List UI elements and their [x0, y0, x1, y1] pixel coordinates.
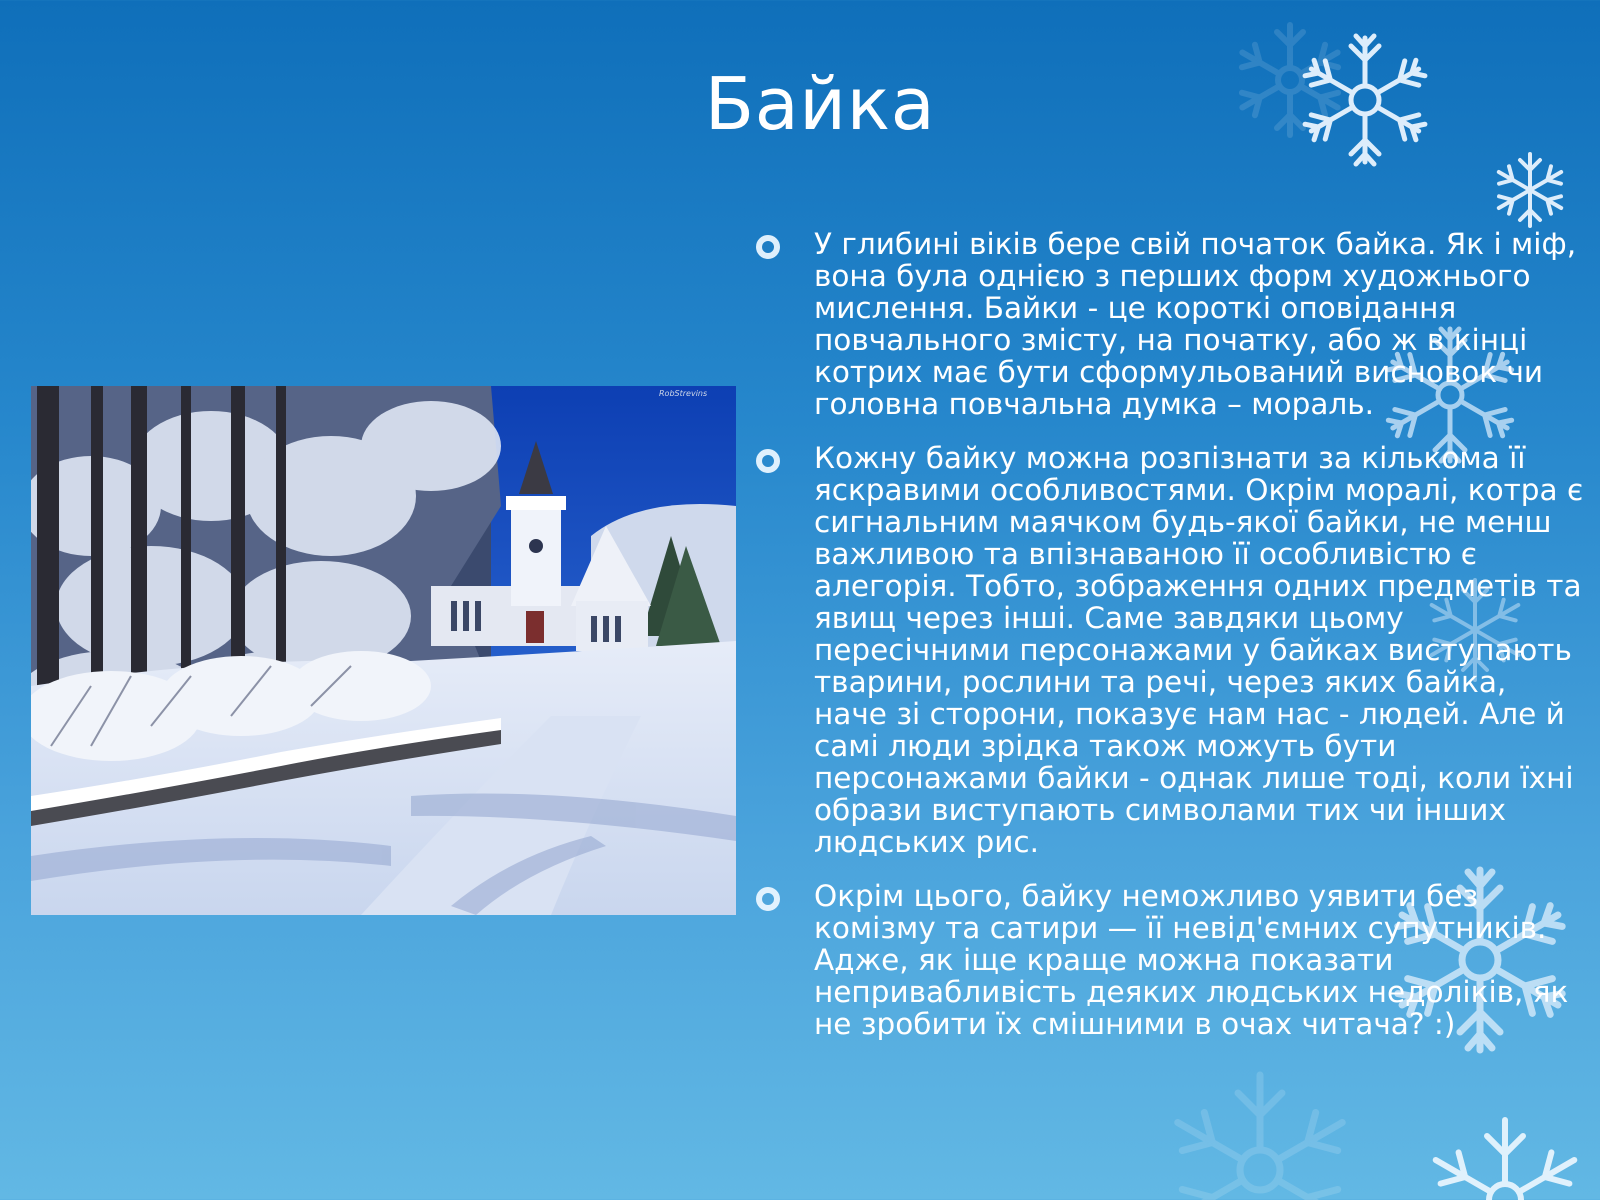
winter-church-image — [31, 386, 736, 915]
bullet-item — [756, 228, 1586, 420]
snowflake-icon — [1490, 150, 1570, 230]
bullet-item — [756, 442, 1586, 858]
bullet-text: Кожну байку можна розпізнати за кількома її яскравими особливостями. Окрім моралі, котра є сигнальним маячком будь-якої байки, не менш важливою та впізнаваною її особливістю є алегорія. Тобто, зображення одних предметів та явищ через інші. Саме завдяки цьому пересічними персонажами у байках виступають тварини, рослини та речі, через яких байка, наче зі сторони, показує нам нас - людей. Але й самі люди зрідка також можуть бути персонажами байки - однак лише тоді, коли їхні образи виступають символами тих чи інших людських рис. — [814, 441, 1584, 859]
snowflake-icon — [1150, 1060, 1370, 1200]
bullet-list — [756, 228, 1586, 1062]
slide-title: Байка — [704, 62, 936, 146]
ring-bullet-icon — [756, 235, 780, 259]
ring-bullet-icon — [756, 887, 780, 911]
snowflake-icon — [1420, 1100, 1590, 1200]
bullet-text: У глибині віків бере свій початок байка. Як і міф, вона була однією з перших форм художнього мислення. Байки - це короткі оповідання повчального змісту, на початку, або ж в кінці котрих має бути сформульований висновок чи головна повчальна думка – мораль. — [814, 227, 1577, 421]
bullet-item — [756, 880, 1586, 1040]
ring-bullet-icon — [756, 449, 780, 473]
bullet-text: Окрім цього, байку неможливо уявити без комізму та сатири — її невід'ємних супутників. Адже, як іще краще можна показати непривабливість деяких людських недоліків, як не зробити їх смішними в очах читача? :) — [814, 879, 1569, 1041]
image-watermark: RobStrevins — [659, 389, 708, 398]
